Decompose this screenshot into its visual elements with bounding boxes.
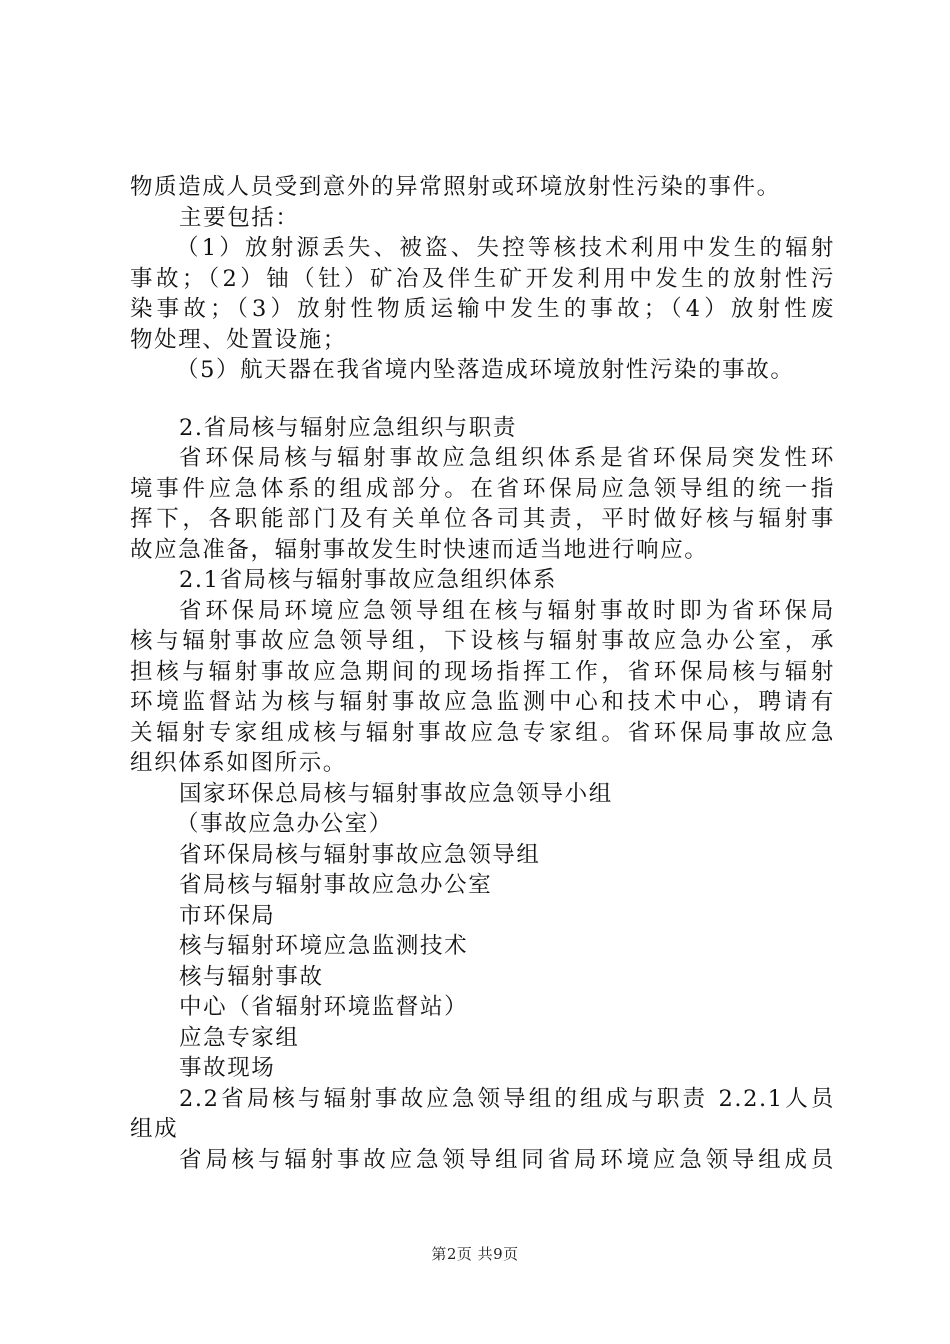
paragraph-line: 物质造成人员受到意外的异常照射或环境放射性污染的事件。: [130, 174, 781, 200]
section-heading: 2.省局核与辐射应急组织与职责: [179, 414, 517, 441]
section-gap: [130, 386, 835, 413]
paragraph-line: 环境监督站为核与辐射事故应急监测中心和技术中心，聘请有: [130, 689, 835, 715]
org-chart-item: 省局核与辐射事故应急办公室: [179, 872, 493, 898]
paragraph-line: 组织体系如图所示。: [130, 750, 347, 776]
paragraph-line: 主要包括：: [179, 204, 300, 231]
org-chart-item: 核与辐射事故: [179, 963, 324, 990]
paragraph-line: 省环保局环境应急领导组在核与辐射事故时即为省环保局: [179, 597, 835, 624]
paragraph-line: 省环保局核与辐射事故应急组织体系是省环保局突发性环: [179, 445, 835, 471]
org-chart-item: 事故现场: [179, 1055, 276, 1081]
paragraph-line: 核与辐射事故应急领导组，下设核与辐射事故应急办公室，承: [130, 628, 835, 654]
paragraph-line: 挥下，各职能部门及有关单位各司其责，平时做好核与辐射事: [130, 506, 835, 532]
paragraph-line: 组成: [130, 1116, 179, 1142]
paragraph-line: 关辐射专家组成核与辐射事故应急专家组。省环保局事故应急: [130, 719, 835, 746]
org-chart-item: 国家环保总局核与辐射事故应急领导小组: [179, 780, 613, 807]
org-chart-item: 省环保局核与辐射事故应急领导组: [179, 841, 541, 868]
list-item: （1）放射源丢失、被盗、失控等核技术利用中发生的辐射: [176, 235, 835, 261]
page-number: 第2页 共9页: [431, 1245, 519, 1263]
paragraph-line: 事故；（2）铀（钍）矿冶及伴生矿开发利用中发生的放射性污: [130, 265, 835, 292]
org-chart-item: 中心（省辐射环境监督站）: [179, 994, 469, 1020]
org-chart-item: 应急专家组: [179, 1024, 300, 1051]
list-item: （5）航天器在我省境内坠落造成环境放射性污染的事故。: [176, 357, 795, 383]
paragraph-line: 物处理、处置设施；: [130, 326, 347, 353]
paragraph-line: 境事件应急体系的组成部分。在省环保局应急领导组的统一指: [130, 475, 835, 502]
paragraph-line: 省局核与辐射事故应急领导组同省局环境应急领导组成员: [179, 1146, 835, 1173]
org-chart-item: 核与辐射环境应急监测技术: [179, 933, 469, 959]
subsection-heading: 2.2省局核与辐射事故应急领导组的组成与职责 2.2.1人员: [179, 1085, 835, 1112]
paragraph-line: 担核与辐射事故应急期间的现场指挥工作，省环保局核与辐射: [130, 658, 835, 685]
page-footer: [0, 1244, 950, 1264]
body-text: [130, 172, 835, 1175]
paragraph-line: 染事故；（3）放射性物质运输中发生的事故；（4）放射性废: [130, 296, 835, 322]
subsection-heading: 2.1省局核与辐射事故应急组织体系: [179, 567, 557, 593]
org-chart-item: 市环保局: [179, 902, 276, 929]
org-chart-item: （事故应急办公室）: [176, 811, 393, 837]
paragraph-line: 故应急准备，辐射事故发生时快速而适当地进行响应。: [130, 536, 709, 563]
